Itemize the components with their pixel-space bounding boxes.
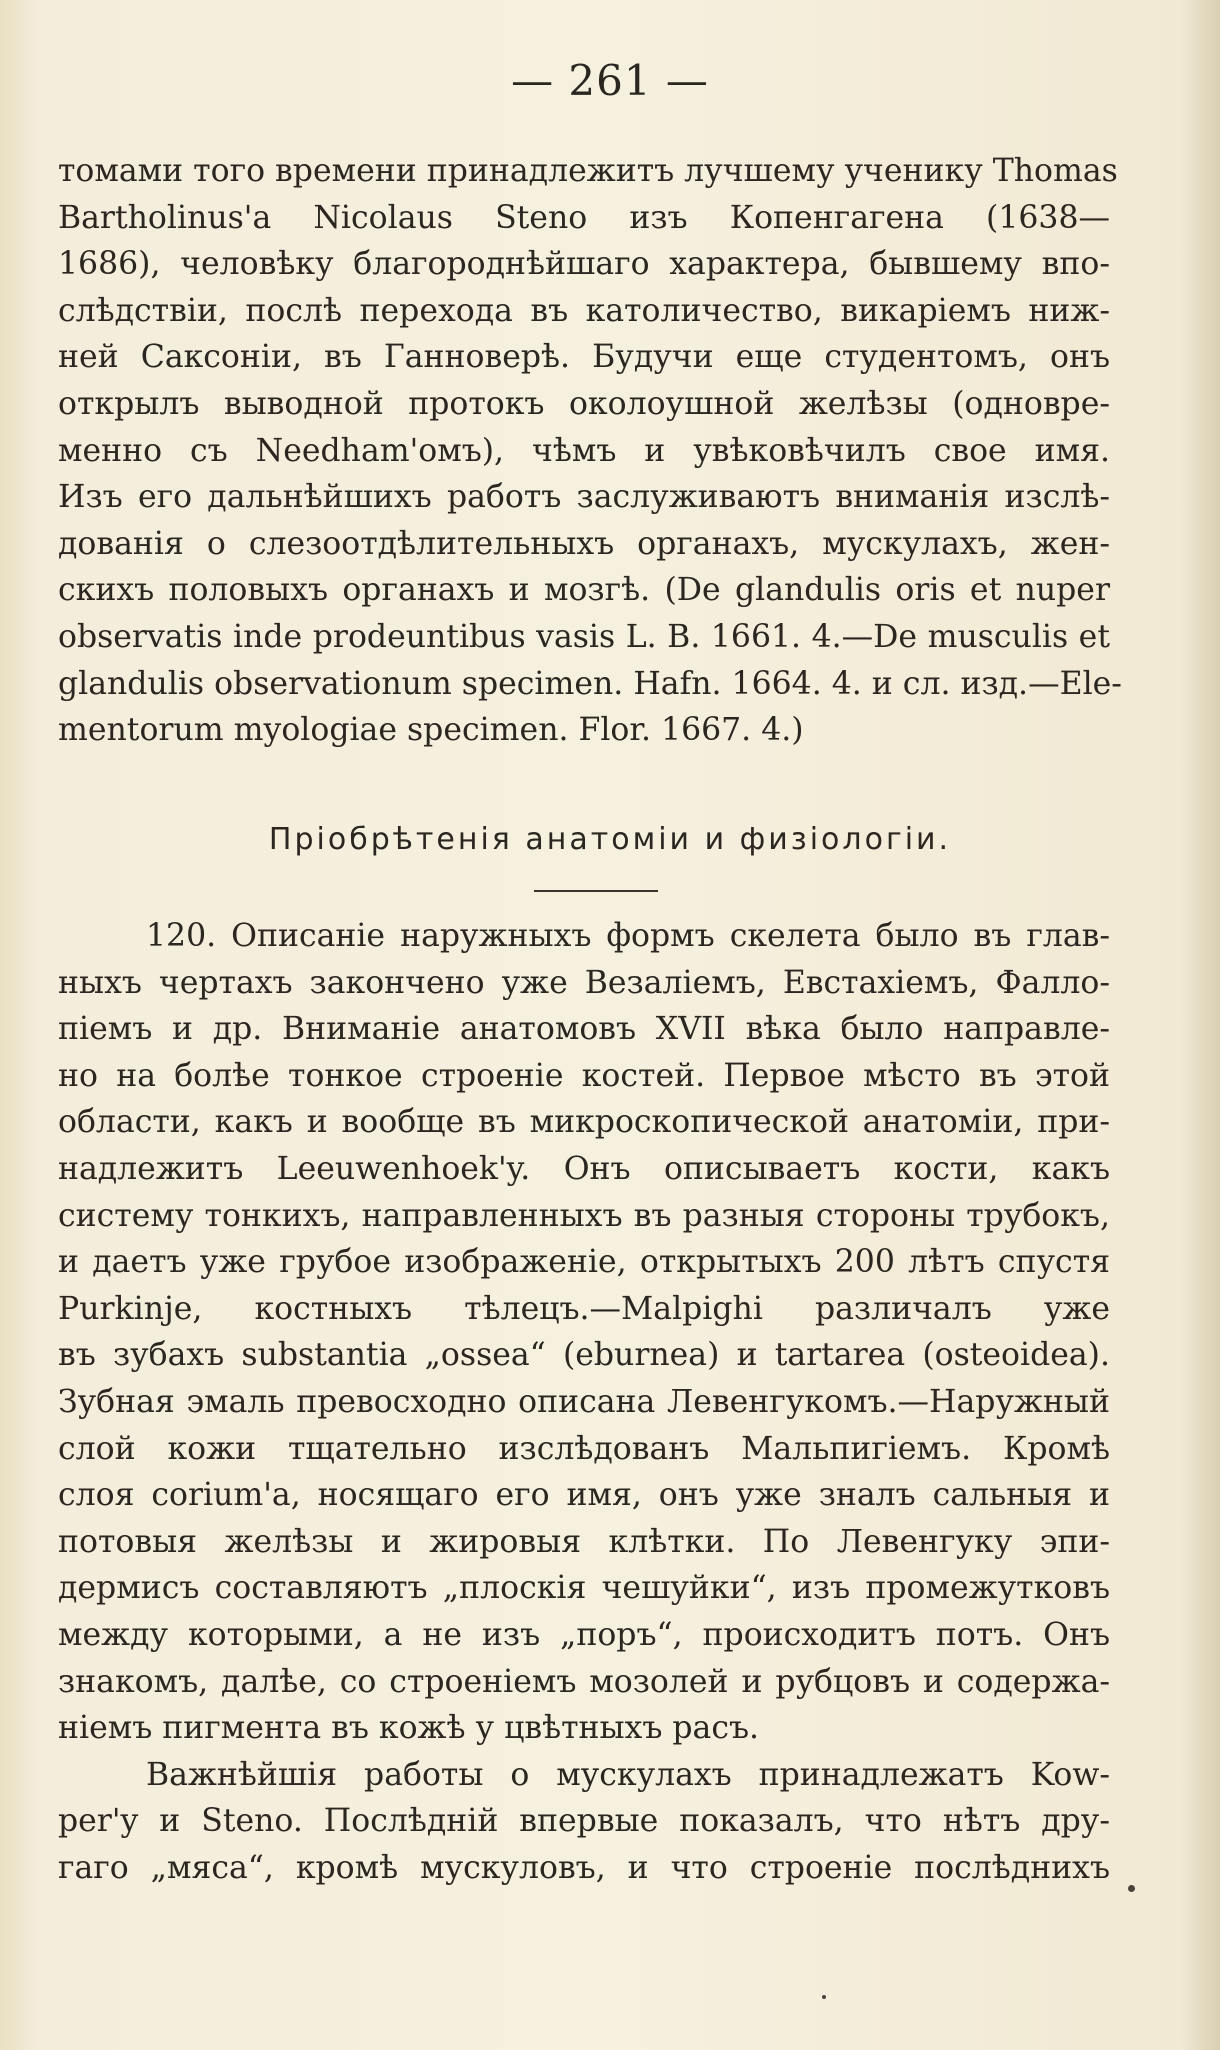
text-line: Bartholinus'a Nicolaus Steno изъ Копенгагена (1638— [58,199,1110,236]
page-number: — 261 — [511,56,709,105]
text-line: observatis inde prodeuntibus vasis L. B. 1661. 4.—De musculis et [58,618,1110,655]
text-line: гаго „мяса“, кромѣ мускуловъ, и что строеніе послѣднихъ [58,1849,1110,1886]
ink-speck [1128,1885,1135,1892]
ink-speck [822,1995,826,1999]
text-line: надлежитъ Leeuwenhoek'y. Онъ описываетъ кости, какъ [58,1150,1110,1187]
text-line: mentorum myologiae specimen. Flor. 1667. 4.) [58,712,804,749]
text-line: но на болѣе тонкое строеніе костей. Первое мѣсто въ этой [58,1057,1110,1094]
paragraph-2 [58,913,1110,1891]
text-line: въ зубахъ substantia „ossea“ (eburnea) и tartarea (osteoidea). [58,1337,1110,1374]
text-line: между которыми, а не изъ „поръ“, происходитъ потъ. Онъ [58,1616,1110,1653]
text-line: знакомъ, далѣе, со строеніемъ мозолей и рубцовъ и содержа- [58,1663,1110,1700]
text-line: піемъ и др. Вниманіе анатомовъ XVII вѣка было направле- [58,1011,1110,1048]
text-line: 120. Описаніе наружныхъ формъ скелета было въ глав- [146,918,1110,954]
paragraph-1 [58,148,1122,754]
heading-divider [534,890,658,892]
text-line: потовыя желѣзы и жировыя клѣтки. По Левенгуку эпи- [58,1523,1110,1560]
text-line: и даетъ уже грубое изображеніе, открытыхъ 200 лѣтъ спустя [58,1244,1110,1281]
text-line: слой кожи тщательно изслѣдованъ Мальпигіемъ. Кромѣ [58,1430,1110,1467]
text-line: менно съ Needham'омъ), чѣмъ и увѣковѣчилъ свое имя. [58,432,1110,469]
text-line: открылъ выводной протокъ околоушной желѣзы (одновре- [58,385,1110,422]
text-line: Важнѣйшія работы о мускулахъ принадлежатъ Kow- [146,1756,1110,1793]
text-line: per'y и Steno. Послѣдній впервые показалъ, что нѣтъ дру- [58,1803,1110,1840]
text-line: томами того времени принадлежитъ лучшему ученику Thomas [58,153,1118,189]
text-line: ныхъ чертахъ закончено уже Везаліемъ, Евстахіемъ, Фалло- [58,964,1110,1001]
text-line: дованія о слезоотдѣлительныхъ органахъ, мускулахъ, жен- [58,525,1110,562]
text-line: Purkinje, костныхъ тѣлецъ.—Malpighi различалъ уже [58,1290,1110,1327]
text-line: скихъ половыхъ органахъ и мозгѣ. (De glandulis oris et nuper [58,572,1110,609]
text-line: ней Саксоніи, въ Ганноверѣ. Будучи еще студентомъ, онъ [58,339,1110,376]
text-line: ніемъ пигмента въ кожѣ у цвѣтныхъ расъ. [58,1710,760,1747]
text-line: 1686), человѣку благороднѣйшаго характера, бывшему впо- [58,246,1110,283]
text-line: Зубная эмаль превосходно описана Левенгукомъ.—Наружный [58,1383,1110,1420]
text-line: дермисъ составляютъ „плоскія чешуйки“, изъ промежутковъ [58,1570,1110,1607]
text-line: области, какъ и вообще въ микроскопической анатоміи, при- [58,1104,1110,1141]
text-line: Изъ его дальнѣйшихъ работъ заслуживаютъ вниманія изслѣ- [58,479,1110,516]
text-line: glandulis observationum specimen. Hafn. 1664. 4. и сл. изд.—Ele- [58,665,1122,702]
section-heading: Пріобрѣтенія анатоміи и физіологіи. [268,822,952,857]
text-line: слѣдствіи, послѣ перехода въ католичество, викаріемъ ниж- [58,292,1110,329]
text-line: слоя corium'a, носящаго его имя, онъ уже зналъ сальныя и [58,1477,1110,1514]
text-line: систему тонкихъ, направленныхъ въ разныя стороны трубокъ, [58,1197,1110,1234]
